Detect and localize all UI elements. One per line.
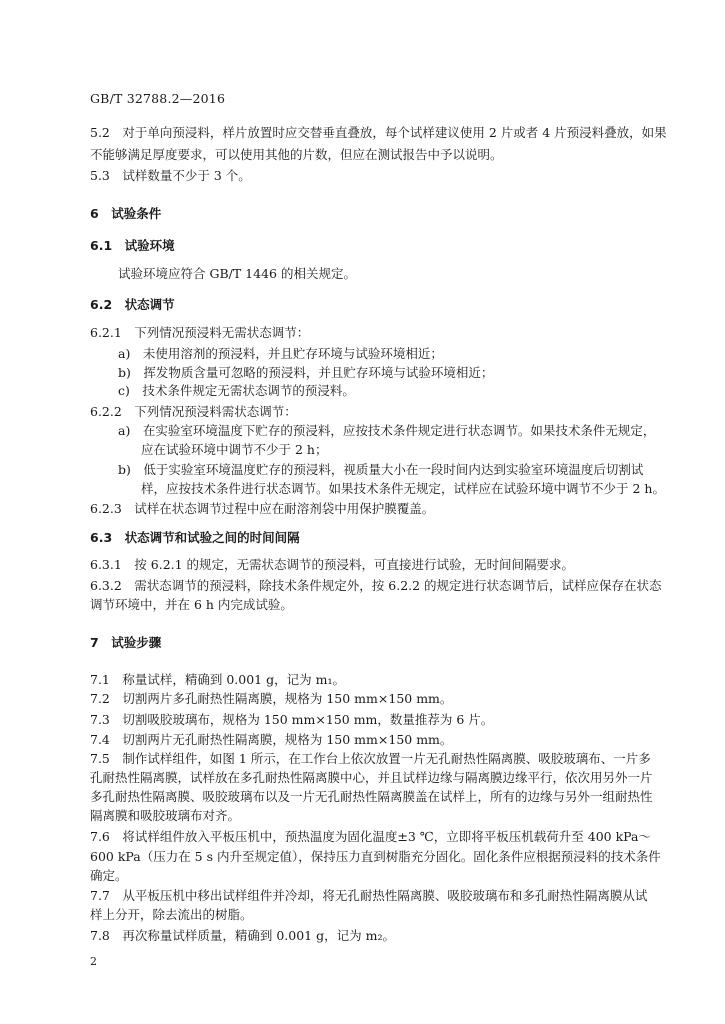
clause-6-3-1: 6.3.1 按 6.2.1 的规定，无需状态调节的预浸料，可直接进行试验，无时间间隔要求。 bbox=[90, 557, 575, 572]
section-6-heading: 6 试验条件 bbox=[90, 206, 162, 221]
clause-6-2-2-item-b-line-2: 样，应按技术条件进行状态调节。如果技术条件无规定，试样应在试验环境中调节不少于 2 h。 bbox=[141, 481, 665, 496]
clause-7-5-line-1: 7.5 制作试样组件，如图 1 所示，在工作台上依次放置一片无孔耐热性隔离膜、吸胶玻璃布、一片多 bbox=[90, 751, 651, 766]
standard-number-header: GB/T 32788.2—2016 bbox=[90, 91, 226, 106]
section-6-2-heading: 6.2 状态调节 bbox=[90, 297, 175, 312]
clause-7-5-line-3: 多孔耐热性隔离膜、吸胶玻璃布以及一片无孔耐热性隔离膜盖在试样上，所有的边缘与另外一组耐热性 bbox=[90, 789, 653, 804]
clause-7-8: 7.8 再次称量试样质量，精确到 0.001 g，记为 m₂。 bbox=[90, 928, 395, 943]
clause-6-3-2-line-1: 6.3.2 需状态调节的预浸料，除技术条件规定外，按 6.2.2 的规定进行状态调节后，试样应保存在状态 bbox=[90, 578, 662, 593]
clause-7-7-line-2: 样上分开，除去流出的树脂。 bbox=[90, 907, 253, 922]
section-6-3-heading: 6.3 状态调节和试验之间的时间间隔 bbox=[90, 530, 300, 545]
clause-7-3: 7.3 切割吸胶玻璃布，规格为 150 mm×150 mm，数量推荐为 6 片。 bbox=[90, 712, 494, 727]
page-number: 2 bbox=[90, 955, 97, 968]
clause-7-5-line-2: 孔耐热性隔离膜，试样放在多孔耐热性隔离膜中心，并且试样边缘与隔离膜边缘平行，依次用另外一片 bbox=[90, 770, 653, 785]
clause-7-5-line-4: 隔离膜和吸胶玻璃布对齐。 bbox=[90, 808, 241, 823]
clause-6-2-1-item-c: c) 技术条件规定无需状态调节的预浸料。 bbox=[118, 383, 355, 398]
clause-6-1-text: 试验环境应符合 GB/T 1446 的相关规定。 bbox=[118, 266, 356, 281]
clause-6-2-1-item-a: a) 未使用溶剂的预浸料，并且贮存环境与试验环境相近； bbox=[118, 346, 443, 361]
clause-6-2-3: 6.2.3 试样在状态调节过程中应在耐溶剂袋中用保护膜覆盖。 bbox=[90, 501, 435, 516]
section-6-1-heading: 6.1 试验环境 bbox=[90, 238, 175, 253]
section-7-heading: 7 试验步骤 bbox=[90, 635, 162, 650]
clause-6-2-1-item-b: b) 挥发物质含量可忽略的预浸料，并且贮存环境与试验环境相近； bbox=[118, 365, 494, 380]
clause-6-3-2-line-2: 调节环境中，并在 6 h 内完成试验。 bbox=[90, 597, 293, 612]
clause-7-6-line-2: 600 kPa（压力在 5 s 内升至规定值），保持压力直到树脂充分固化。固化条件应根据预浸料的技术条件 bbox=[90, 849, 661, 864]
clause-5-2-line-1: 5.2 对于单向预浸料，样片放置时应交替垂直叠放，每个试样建议使用 2 片或者 4 片预浸料叠放，如果 bbox=[90, 125, 667, 140]
clause-7-6-line-1: 7.6 将试样组件放入平板压机中，预热温度为固化温度±3 ℃，立即将平板压机载荷升至 400 kPa～ bbox=[90, 829, 651, 844]
clause-5-2-line-2: 不能够满足厚度要求，可以使用其他的片数，但应在测试报告中予以说明。 bbox=[90, 147, 503, 162]
clause-5-3: 5.3 试样数量不少于 3 个。 bbox=[90, 168, 251, 183]
clause-7-2: 7.2 切割两片多孔耐热性隔离膜，规格为 150 mm×150 mm。 bbox=[90, 691, 453, 706]
clause-6-2-2-item-a-line-1: a) 在实验室环境温度下贮存的预浸料，应按技术条件规定进行状态调节。如果技术条件无规定， bbox=[118, 423, 656, 438]
clause-6-2-1: 6.2.1 下列情况预浸料无需状态调节： bbox=[90, 325, 310, 340]
clause-7-1: 7.1 称量试样，精确到 0.001 g，记为 m₁。 bbox=[90, 672, 345, 687]
clause-6-2-2-item-a-line-2: 应在试验环境中调节不少于 2 h； bbox=[141, 442, 328, 457]
clause-6-2-2-item-b-line-1: b) 低于实验室环境温度贮存的预浸料，视质量大小在一段时间内达到实验室环境温度后切割试 bbox=[118, 462, 644, 477]
clause-6-2-2: 6.2.2 下列情况预浸料需状态调节： bbox=[90, 404, 297, 419]
clause-7-7-line-1: 7.7 从平板压机中移出试样组件并冷却，将无孔耐热性隔离膜、吸胶玻璃布和多孔耐热性隔离膜从试 bbox=[90, 888, 648, 903]
clause-7-6-line-3: 确定。 bbox=[90, 868, 128, 883]
clause-7-4: 7.4 切割两片无孔耐热性隔离膜，规格为 150 mm×150 mm。 bbox=[90, 732, 453, 747]
